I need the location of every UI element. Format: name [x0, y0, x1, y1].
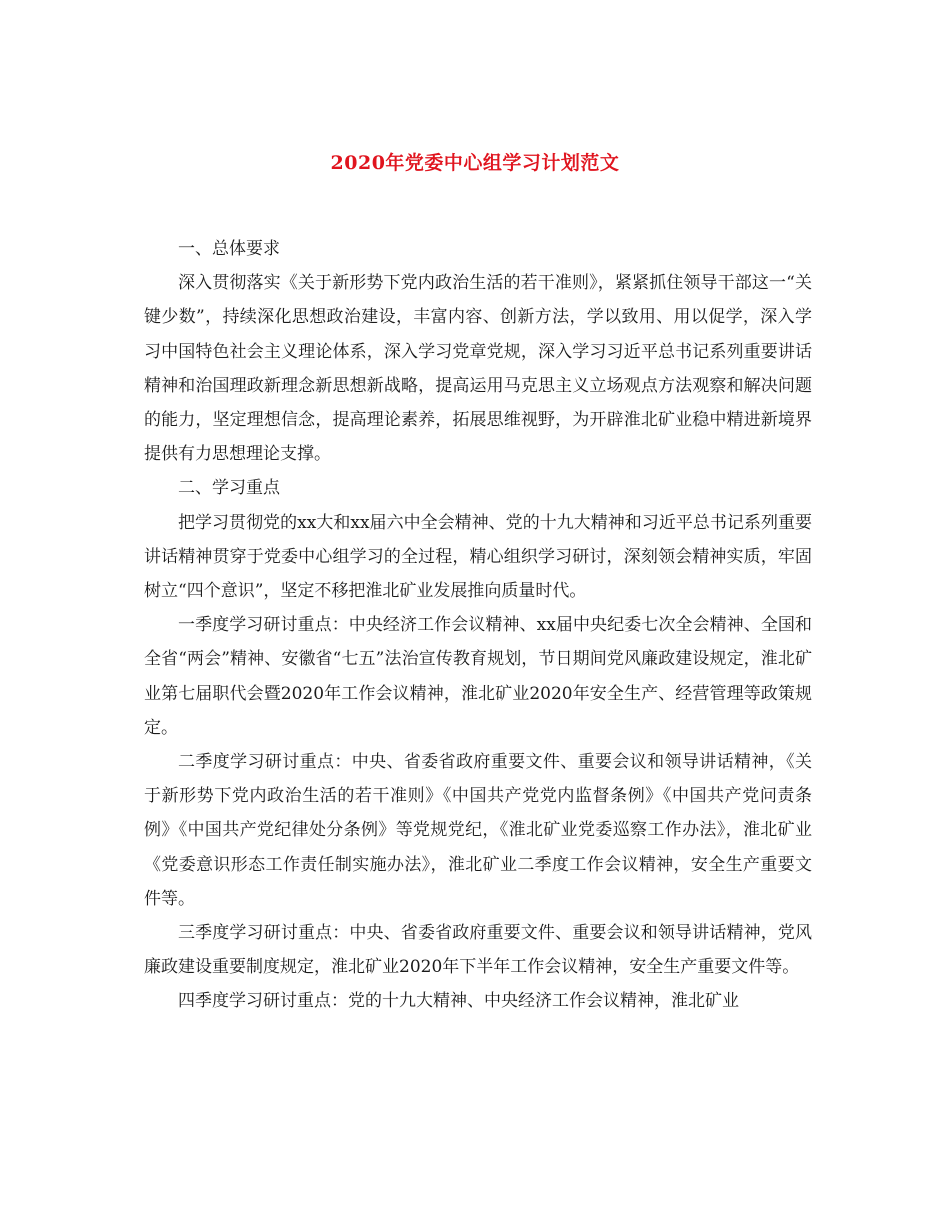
paragraph-q1-focus: 一季度学习研讨重点：中央经济工作会议精神、xx届中央纪委七次全会精神、全国和全省“两会”精神、安徽省“七五”法治宣传教育规划，节日期间党风廉政建设规定，淮北矿业第七届职代会暨2020年工作会议精神，淮北矿业2020年安全生产、经营管理等政策规定。	[144, 615, 812, 738]
document-title: 2020年党委中心组学习计划范文	[330, 152, 620, 174]
document-body	[144, 232, 812, 1019]
paragraph-q3-focus: 三季度学习研讨重点：中央、省委省政府重要文件、重要会议和领导讲话精神，党风廉政建设重要制度规定，淮北矿业2020年下半年工作会议精神，安全生产重要文件等。	[144, 923, 812, 978]
paragraph-general-requirements: 深入贯彻落实《关于新形势下党内政治生活的若干准则》，紧紧抓住领导干部这一“关键少数”，持续深化思想政治建设，丰富内容、创新方法，学以致用、用以促学，深入学习中国特色社会主义理论体系，深入学习党章党规，深入学习习近平总书记系列重要讲话精神和治国理政新理念新思想新战略，提高运用马克思主义立场观点方法观察和解决问题的能力，坚定理想信念，提高理论素养，拓展思维视野，为开辟淮北矿业稳中精进新境界提供有力思想理论支撑。	[144, 273, 812, 465]
section-heading-general-requirements: 一、总体要求	[178, 239, 280, 259]
section-heading-study-focus: 二、学习重点	[178, 478, 280, 499]
paragraph-q4-focus: 四季度学习研讨重点：党的十九大精神、中央经济工作会议精神，淮北矿业	[178, 991, 739, 1012]
paragraph-q2-focus: 二季度学习研讨重点：中央、省委省政府重要文件、重要会议和领导讲话精神，《关于新形势下党内政治生活的若干准则》《中国共产党党内监督条例》《中国共产党问责条例》《中国共产党纪律处分条例》等党规党纪，《淮北矿业党委巡察工作办法》，淮北矿业《党委意识形态工作责任制实施办法》，淮北矿业二季度工作会议精神，安全生产重要文件等。	[144, 752, 812, 909]
paragraph-study-focus: 把学习贯彻党的xx大和xx届六中全会精神、党的十九大精神和习近平总书记系列重要讲话精神贯穿于党委中心组学习的全过程，精心组织学习研讨，深刻领会精神实质，牢固树立“四个意识”，坚定不移把淮北矿业发展推向质量时代。	[144, 512, 812, 602]
